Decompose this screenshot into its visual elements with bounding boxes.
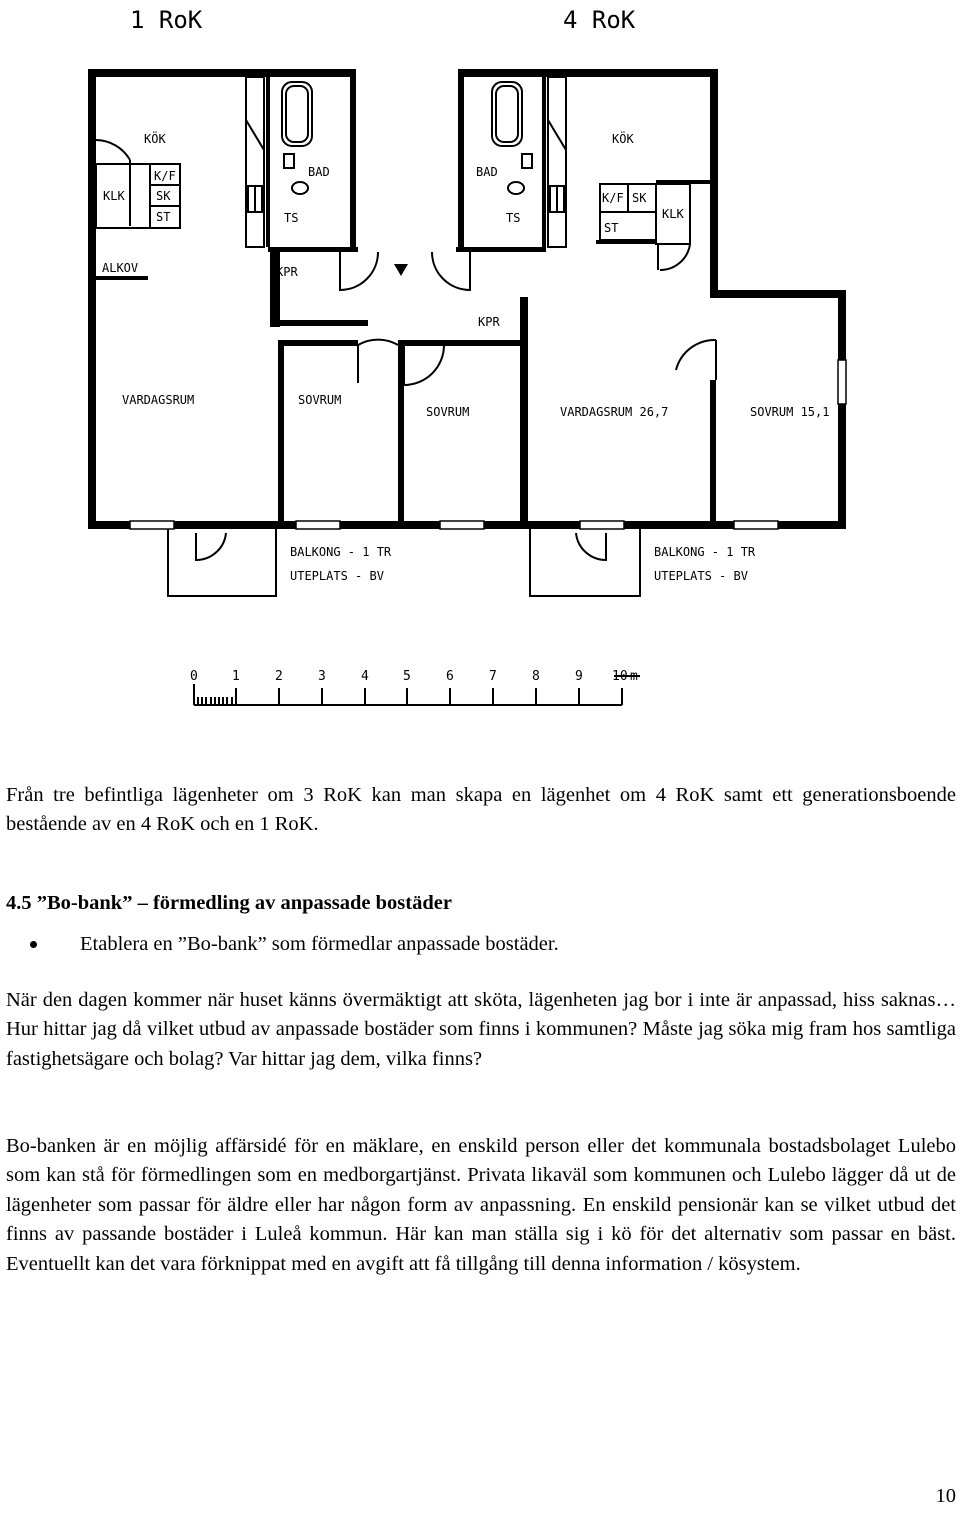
- label-vardagsrum-left: VARDAGSRUM: [122, 393, 195, 407]
- label-ts-left: TS: [284, 211, 299, 225]
- label-ts-right: TS: [506, 211, 521, 225]
- label-uteplats-left: UTEPLATS - BV: [290, 569, 384, 583]
- label-sk-right: SK: [632, 191, 647, 205]
- label-sk-left: SK: [156, 189, 171, 203]
- page-number: 10: [935, 1485, 956, 1507]
- paragraph-1: När den dagen kommer när huset känns övermäktigt att sköta, lägenheten jag bor i inte är anpassad, hiss saknas… Hur hittar jag då vilket utbud av anpassade bostäder som finns i kommunen? Måste jag söka mig fram hos samtliga fastighetsägare och bolag? Var hittar jag dem, vilka finns?: [6, 989, 956, 1070]
- windows: [130, 360, 846, 529]
- label-vardagsrum-right: VARDAGSRUM 26,7: [560, 405, 669, 419]
- scale-tick-label: 7: [489, 669, 497, 684]
- label-uteplats-right: UTEPLATS - BV: [654, 569, 748, 583]
- bathtub-right: [492, 82, 522, 146]
- label-balkong-right: BALKONG - 1 TR: [654, 545, 756, 559]
- walls: [88, 69, 846, 529]
- label-kok-left: KÖK: [144, 132, 166, 146]
- scale-tick-label: 5: [403, 669, 411, 684]
- label-st-right: ST: [604, 221, 619, 235]
- label-sovrum-2: SOVRUM: [426, 405, 470, 419]
- label-klk-right: KLK: [662, 207, 684, 221]
- scale-tick-label: 3: [318, 669, 326, 684]
- label-kok-right: KÖK: [612, 132, 634, 146]
- scale-tick-label: 4: [361, 669, 369, 684]
- label-kpr-left: KPR: [276, 265, 298, 279]
- scale-bar: [194, 676, 640, 705]
- section-heading: 4.5 ”Bo-bank” – förmedling av anpassade bostäder: [6, 892, 452, 914]
- label-kf-right: K/F: [602, 191, 624, 205]
- scale-tick-label: 1: [232, 669, 240, 684]
- bullet-dot-icon: [30, 941, 37, 948]
- cabinets: [96, 77, 690, 247]
- label-alkov: ALKOV: [102, 261, 139, 275]
- scale-tick-label: 10: [612, 669, 628, 684]
- balconies: [168, 529, 640, 596]
- scale-tick-label: 0: [190, 669, 198, 684]
- scale-bar-labels: [190, 669, 638, 684]
- toilet-right: [508, 154, 532, 194]
- label-kpr-right: KPR: [478, 315, 500, 329]
- label-bad-left: BAD: [308, 165, 330, 179]
- plan-title-right: 4 RoK: [563, 6, 636, 34]
- toilet-left: [284, 154, 308, 194]
- label-st-left: ST: [156, 210, 171, 224]
- scale-unit-label: m: [630, 669, 638, 684]
- label-sovrum-1: SOVRUM: [298, 393, 342, 407]
- scale-tick-label: 9: [575, 669, 583, 684]
- label-sovrum-right: SOVRUM 15,1: [750, 405, 830, 419]
- floor-plan-figure: [0, 0, 960, 720]
- paragraph-2: Bo-banken är en möjlig affärsidé för en mäklare, en enskild person eller det kommunala bostadsbolaget Lulebo som kan stå för förmedlingen som en medborgartjänst. Privata likaväl som kommunen och Lulebo lägger då ut de lägenheter som passar för äldre eller har någon form av anpassning. En enskild pensionär kan se vilket utbud det finns av passande bostäder i Luleå kommun. Här kan man ställa sig i kö för det alternativ som passar en bäst. Eventuellt kan det vara förknippat med en avgift att få tillgång till denna information / kösystem.: [6, 1135, 956, 1275]
- label-klk-left: KLK: [103, 189, 125, 203]
- bathtub-left: [282, 82, 312, 146]
- bullet-text: Etablera en ”Bo-bank” som förmedlar anpassade bostäder.: [80, 933, 559, 955]
- scale-tick-label: 2: [275, 669, 283, 684]
- label-balkong-left: BALKONG - 1 TR: [290, 545, 392, 559]
- scale-tick-label: 8: [532, 669, 540, 684]
- entrance-arrow-icon: [394, 264, 408, 276]
- label-bad-right: BAD: [476, 165, 498, 179]
- scale-tick-label: 6: [446, 669, 454, 684]
- plan-title-left: 1 RoK: [130, 6, 203, 34]
- intro-paragraph: Från tre befintliga lägenheter om 3 RoK kan man skapa en lägenhet om 4 RoK samt ett generationsboende bestående av en 4 RoK och en 1 RoK.: [6, 784, 956, 836]
- label-kf-left: K/F: [154, 169, 176, 183]
